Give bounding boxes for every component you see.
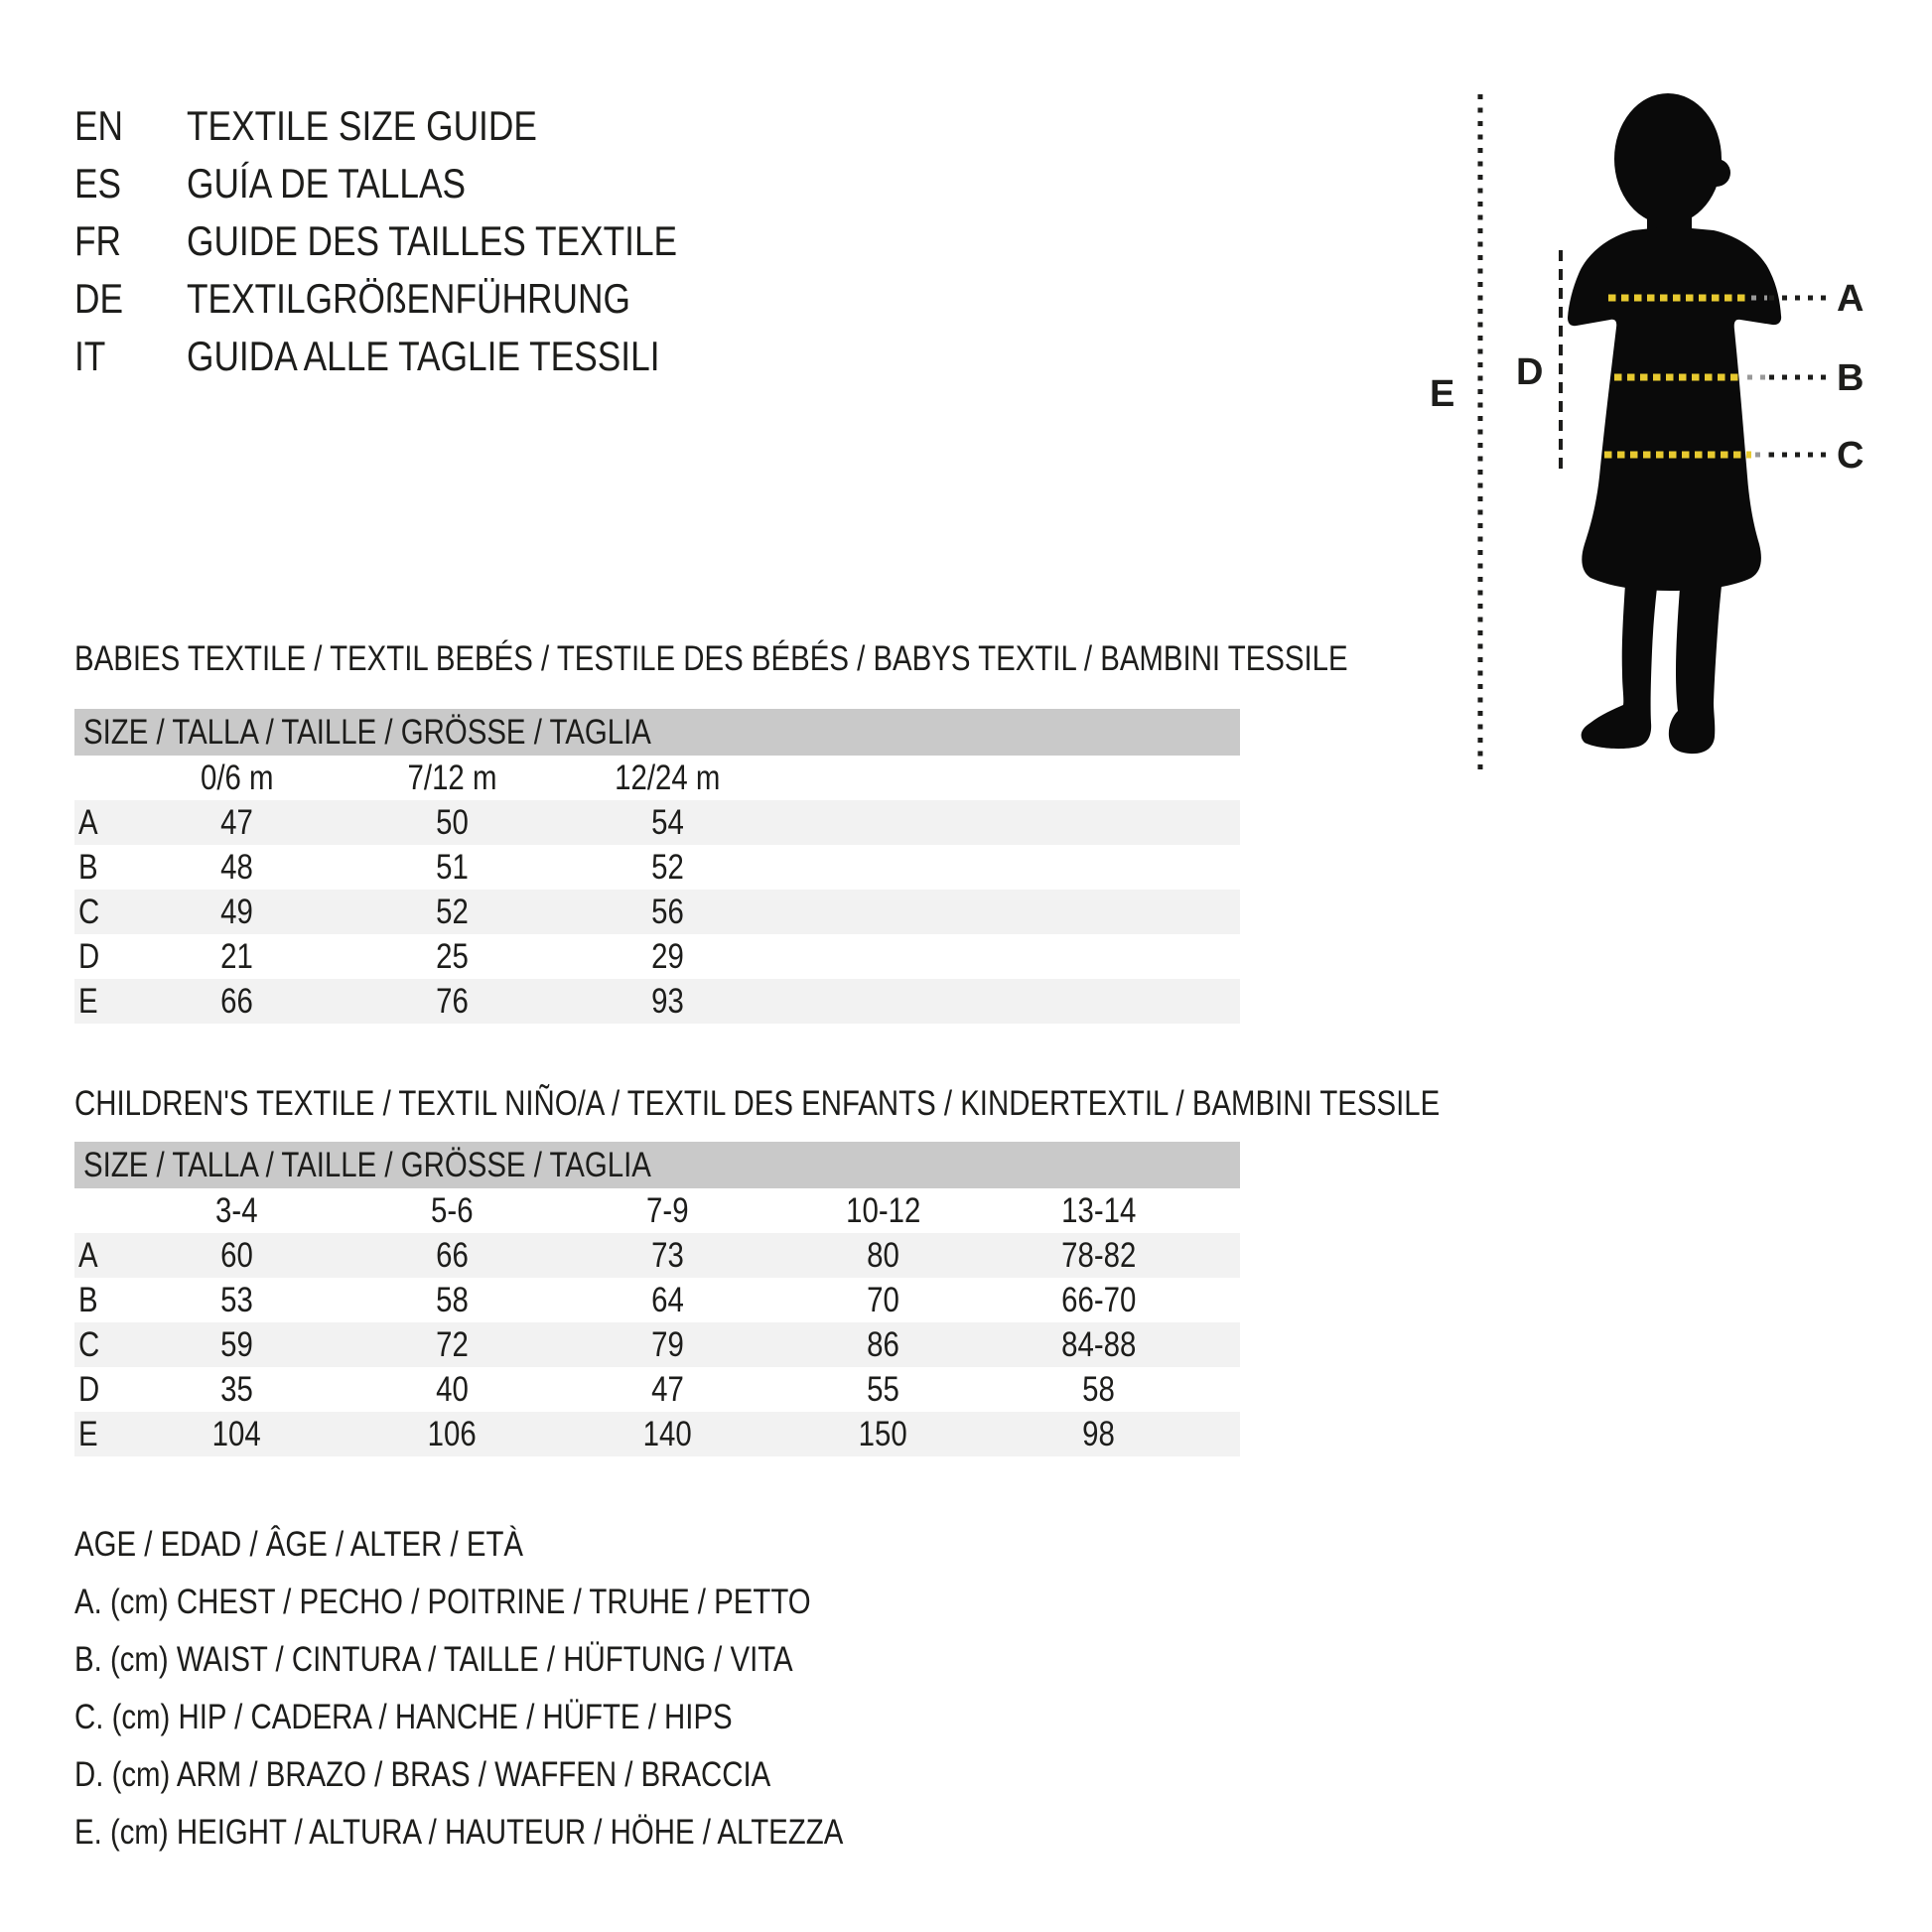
value-cell: 7/12 m: [407, 758, 497, 797]
value-cell: 3-4: [215, 1190, 258, 1230]
table-row-c: [74, 1322, 1240, 1367]
value-cell: 79: [651, 1324, 684, 1364]
value-cell: 84-88: [1060, 1324, 1137, 1364]
legend-line-arm: D. (cm) ARM / BRAZO / BRAS / WAFFEN / BRACCIA: [74, 1755, 771, 1794]
value-cell: 73: [651, 1235, 684, 1275]
value-cell: 104: [211, 1414, 262, 1453]
lang-title: TEXTILE SIZE GUIDE: [187, 102, 537, 149]
size-header-text: SIZE / TALLA / TAILLE / GRÖSSE / TAGLIA: [83, 712, 651, 752]
table-row-e: [74, 1412, 1240, 1456]
value-cell: 66-70: [1060, 1280, 1137, 1319]
value-cell: 13-14: [1060, 1190, 1137, 1230]
value-cell: 29: [651, 936, 684, 976]
value-cell: 72: [436, 1324, 469, 1364]
legend-line-height: E. (cm) HEIGHT / ALTURA / HAUTEUR / HÖHE / ALTEZZA: [74, 1813, 844, 1852]
value-cell: 25: [436, 936, 469, 976]
value-cell: 70: [867, 1280, 899, 1319]
babies-size-header-bar: [74, 709, 1240, 756]
value-cell: 56: [651, 892, 684, 931]
value-cell: 55: [867, 1369, 899, 1409]
lang-code: EN: [74, 102, 124, 149]
label-hip-c: C: [1837, 435, 1864, 477]
value-cell: 49: [220, 892, 253, 931]
row-label-cell: C: [78, 892, 100, 931]
child-silhouette-diagram: [1420, 60, 1932, 794]
row-label-cell: A: [78, 1235, 98, 1275]
value-cell: 60: [220, 1235, 253, 1275]
label-arm-d: D: [1516, 351, 1544, 393]
legend-line-waist: B. (cm) WAIST / CINTURA / TAILLE / HÜFTUNG / VITA: [74, 1640, 793, 1679]
babies-section-title: [74, 638, 1590, 680]
value-cell: 0/6 m: [200, 758, 274, 797]
value-cell: 7-9: [646, 1190, 689, 1230]
value-cell: 80: [867, 1235, 899, 1275]
value-cell: 140: [642, 1414, 693, 1453]
value-cell: 50: [436, 802, 469, 842]
value-cell: 47: [220, 802, 253, 842]
lang-row-it: [74, 328, 770, 385]
value-cell: 35: [220, 1369, 253, 1409]
row-label-cell: D: [78, 1369, 100, 1409]
label-height-e: E: [1430, 373, 1455, 415]
table-row-a: [74, 1233, 1240, 1278]
children-size-table: [74, 1142, 1240, 1456]
measurement-figure: [1420, 60, 1932, 794]
lang-title: GUÍA DE TALLAS: [187, 160, 467, 207]
measurement-legend: [74, 1516, 990, 1862]
value-cell: 53: [220, 1280, 253, 1319]
lang-code: ES: [74, 160, 122, 207]
children-section-title: [74, 1083, 1700, 1125]
table-row-c: [74, 890, 1240, 934]
table-row-d: [74, 934, 1240, 979]
children-table-body: [74, 1188, 1240, 1456]
lang-row-es: [74, 155, 770, 212]
value-cell: 51: [436, 847, 469, 887]
legend-line-chest: A. (cm) CHEST / PECHO / POITRINE / TRUHE / PETTO: [74, 1583, 811, 1621]
value-cell: 86: [867, 1324, 899, 1364]
value-cell: 52: [436, 892, 469, 931]
row-label-cell: B: [78, 1280, 98, 1319]
row-label-cell: B: [78, 847, 98, 887]
label-waist-b: B: [1837, 357, 1864, 399]
lang-row-en: [74, 97, 770, 155]
value-cell: 58: [1082, 1369, 1115, 1409]
children-section-title-text: CHILDREN'S TEXTILE / TEXTIL NIÑO/A / TEXTIL DES ENFANTS / KINDERTEXTIL / BAMBINI TESSILE: [74, 1084, 1441, 1123]
lang-code: IT: [74, 333, 106, 379]
babies-section-title-text: BABIES TEXTILE / TEXTIL BEBÉS / TESTILE DES BÉBÉS / BABYS TEXTIL / BAMBINI TESSILE: [74, 639, 1348, 678]
value-cell: 66: [436, 1235, 469, 1275]
value-cell: 5-6: [431, 1190, 474, 1230]
table-row-e: [74, 979, 1240, 1024]
value-cell: 40: [436, 1369, 469, 1409]
children-size-header-bar: [74, 1142, 1240, 1188]
value-cell: 106: [427, 1414, 478, 1453]
babies-table-body: [74, 756, 1240, 1024]
value-cell: 47: [651, 1369, 684, 1409]
value-cell: 21: [220, 936, 253, 976]
value-cell: 98: [1082, 1414, 1115, 1453]
value-cell: 59: [220, 1324, 253, 1364]
value-cell: 52: [651, 847, 684, 887]
value-cell: 48: [220, 847, 253, 887]
value-cell: 78-82: [1060, 1235, 1137, 1275]
label-chest-a: A: [1837, 278, 1864, 320]
table-row-b: [74, 1278, 1240, 1322]
lang-row-de: [74, 270, 770, 328]
babies-size-table: [74, 709, 1240, 1024]
child-silhouette: [1568, 93, 1781, 754]
lang-title: GUIDA ALLE TAGLIE TESSILI: [187, 333, 660, 379]
lang-code: FR: [74, 217, 122, 264]
value-cell: 66: [220, 981, 253, 1021]
row-label-cell: [74, 1188, 129, 1233]
table-row-b: [74, 845, 1240, 890]
column-header-row: [74, 1188, 1240, 1233]
lang-code: DE: [74, 275, 124, 322]
lang-title: GUIDE DES TAILLES TEXTILE: [187, 217, 678, 264]
value-cell: 58: [436, 1280, 469, 1319]
language-title-block: [74, 97, 770, 385]
table-row-a: [74, 800, 1240, 845]
column-header-row: [74, 756, 1240, 800]
size-header-text: SIZE / TALLA / TAILLE / GRÖSSE / TAGLIA: [83, 1145, 651, 1184]
row-label-cell: A: [78, 802, 98, 842]
lang-row-fr: [74, 212, 770, 270]
table-row-d: [74, 1367, 1240, 1412]
row-label-cell: D: [78, 936, 100, 976]
row-label-cell: E: [78, 1414, 98, 1453]
value-cell: 76: [436, 981, 469, 1021]
value-cell: 64: [651, 1280, 684, 1319]
value-cell: 54: [651, 802, 684, 842]
row-label-cell: E: [78, 981, 98, 1021]
value-cell: 150: [858, 1414, 908, 1453]
value-cell: 12/24 m: [615, 758, 721, 797]
legend-line-age: AGE / EDAD / ÂGE / ALTER / ETÀ: [74, 1525, 524, 1564]
value-cell: 93: [651, 981, 684, 1021]
lang-title: TEXTILGRÖßENFÜHRUNG: [187, 275, 630, 322]
legend-line-hip: C. (cm) HIP / CADERA / HANCHE / HÜFTE / HIPS: [74, 1698, 733, 1736]
row-label-cell: C: [78, 1324, 100, 1364]
row-label-cell: [74, 756, 129, 800]
value-cell: 10-12: [845, 1190, 921, 1230]
